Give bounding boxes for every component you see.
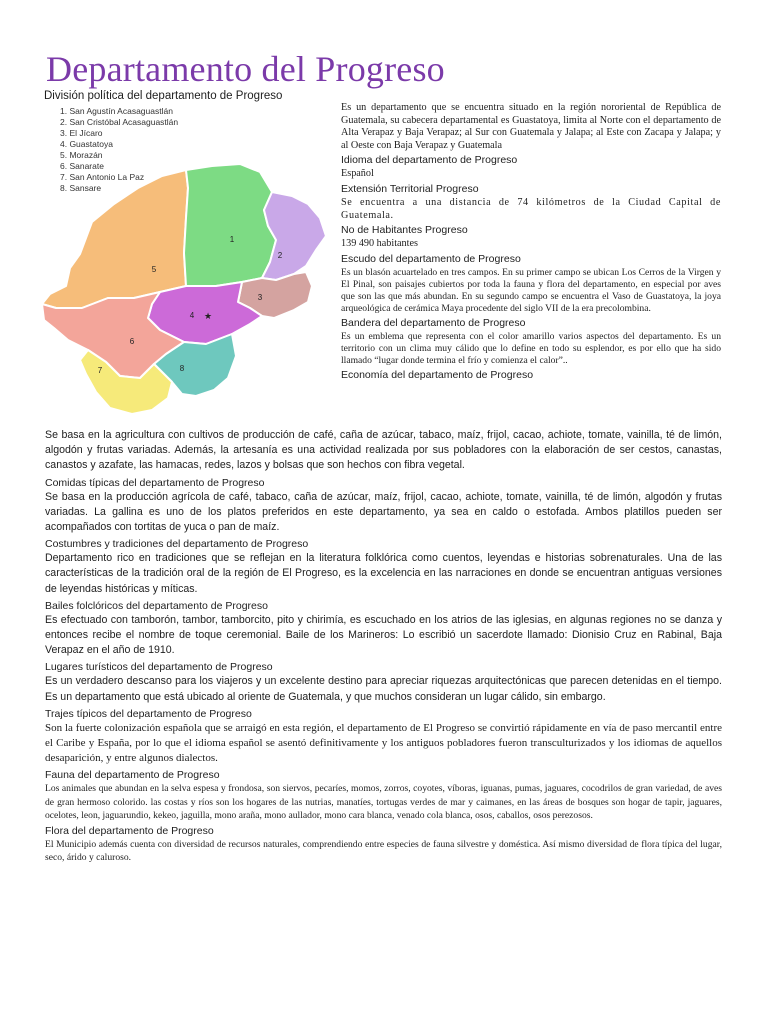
capital-star-icon: ★ (203, 311, 213, 321)
page-title: Departamento del Progreso (46, 49, 445, 89)
region-morazan (42, 170, 188, 308)
idioma-text: Español (341, 168, 374, 180)
extension-heading: Extensión Territorial Progreso (341, 182, 479, 195)
legend-item: 2. San Cristóbal Acasaguastlán (60, 117, 179, 127)
full-width-body (45, 428, 722, 866)
economia-heading: Economía del departamento de Progreso (341, 368, 534, 381)
legend-item: 1. San Agustín Acasaguastlán (60, 106, 173, 116)
legend-item: 6. Sanarate (60, 161, 104, 171)
department-map (36, 158, 332, 418)
bailes-heading: Bailes folclóricos del departamento de Progreso (45, 599, 268, 612)
region-label: 5 (151, 265, 157, 274)
legend-item: 3. El Jícaro (60, 128, 103, 138)
region-label: 4 (189, 311, 195, 320)
escudo-heading: Escudo del departamento de Progreso (341, 252, 521, 265)
lugares-text: Es un verdadero descanso para los viajeros y un excelente destino para apreciar riquezas arquitectónicas que parecen detenidas en el tiempo. Es un departamento que está ubicado al oriente de Guatemala, y que muchos consideran un lugar cálido, sin embargo. (45, 675, 722, 703)
habitantes-text: 139 490 habitantes (341, 238, 418, 250)
flora-text: El Municipio además cuenta con diversidad de recursos naturales, comprendiendo entre especies de fauna silvestre y doméstica. Así mismo diversidad de flora típica del lugar, seco, árido y caluroso. (45, 839, 722, 864)
fauna-heading: Fauna del departamento de Progreso (45, 769, 220, 782)
bandera-heading: Bandera del departamento de Progreso (341, 316, 526, 329)
intro-text: Es un departamento que se encuentra situado en la región nororiental de República de Guatemala, su cabecera departamental es Guastatoya, limita al Norte con el departamento de Alta Verapaz y Baja Verapaz; al Sur con Guatemala y Jalapa; al Este con Zacapa y Jalapa; y al Oeste con Baja Verapaz y Guatemala (341, 102, 721, 151)
economia-text: Se basa en la agricultura con cultivos de producción de café, caña de azúcar, tabaco, maíz, frijol, cacao, achiote, tomate, vainilla, té de limón, algodón y frutas variadas. Además, la artesanía es una actividad realizada por sus pobladores con la elaboración de ser cestos, canastas, canastos y azafate, las hamacas, redes, lazos y bolsas que son hechos con fibra vegetal. (45, 429, 722, 472)
escudo-text: Es un blasón acuartelado en tres campos. En su primer campo se ubican Los Cerros de la Virgen y El Pinal, son paisajes cubiertos por toda la fauna y flora del departamento, en especial por aves que son las que más abundan. En su segundo campo se encuentra el Vaso de Guastatoya, la joya arqueológica de cerámica Maya procedente del siglo VII de la era precolombina. (341, 266, 721, 314)
lugares-heading: Lugares turísticos del departamento de Progreso (45, 661, 273, 674)
region-san-agustin (184, 164, 276, 286)
fauna-text: Los animales que abundan en la selva espesa y frondosa, son siervos, pecaríes, momos, zorros, coyotes, víboras, iguanas, pumas, jaguares, cocodrilos de gran variedad, de aves de gran hermoso colorido. las costas y ríos son los hogares de las nutrias, manatíes, tortugas verdes de mar y caimanes, en las áreas de bosques son hogar de tapir, jaguares, ocelotes, leon, jaguarundio, kekeo, jaguilla, mono araña, mono aullador, mono cara blanca, venado cola blanca, osos, caballos, osos perezosos. (45, 783, 722, 821)
legend-item: 4. Guastatoya (60, 139, 113, 149)
region-label: 2 (277, 251, 283, 260)
region-label: 8 (179, 364, 185, 373)
map-caption: División política del departamento de Progreso (44, 90, 283, 102)
idioma-heading: Idioma del departamento de Progreso (341, 154, 518, 167)
legend-item: 8. Sansare (60, 183, 102, 193)
extension-text: Se encuentra a una distancia de 74 kilómetros de la Ciudad Capital de Guatemala. (341, 196, 721, 221)
legend-item: 7. San Antonio La Paz (60, 172, 145, 182)
bandera-text: Es un emblema que representa con el color amarillo varios aspectos del departamento. Es un territorio con un clima muy cálido que lo define en todo su esplendor, es por ello que ha sido llamado “lugar donde termina el frío y comienza el calor”.. (341, 330, 721, 366)
region-label: 1 (229, 235, 235, 244)
comidas-heading: Comidas típicas del departamento de Progreso (45, 476, 265, 489)
legend-item: 5. Morazán (60, 150, 103, 160)
comidas-text: Se basa en la producción agrícola de café, tabaco, caña de azúcar, maíz, frijol, cacao, achiote, tomate, vainilla, té de limón, algodón y frutas variadas. La gallina es uno de los platos preferidos en este departamento, ya sea en caldo o estofada. Ambos platillos pueden ser acompañados con tortitas de yuca o pan de maíz. (45, 490, 722, 534)
right-column (341, 102, 721, 383)
region-label: 7 (97, 366, 103, 375)
flora-heading: Flora del departamento de Progreso (45, 825, 214, 838)
habitantes-heading: No de Habitantes Progreso (341, 224, 468, 237)
region-label: 6 (129, 337, 135, 346)
trajes-heading: Trajes típicos del departamento de Progreso (45, 707, 252, 720)
costumbres-heading: Costumbres y tradiciones del departamento de Progreso (45, 538, 309, 551)
costumbres-text: Departamento rico en tradiciones que se reflejan en la literatura folklórica como cuentos, leyendas e historias sobrenaturales. Una de las características de la tradición oral de la región de El Progreso, es la excelencia en las narraciones en donde se encuentran antiguas versiones de leyendas históricas y míticas. (45, 552, 722, 595)
bailes-text: Es efectuado con tamborón, tambor, tamborcito, pito y chirimía, es escuchado en los atrios de las iglesias, en algunas regiones no se danza y entonces recibe el nombre de toque ceremonial. Baile de los Marineros: Lo escribió un sacerdote llamado: Dionisio Cruz en Rabinal, Baja Verapaz en el año de 1910. (45, 613, 722, 657)
region-label: 3 (257, 293, 263, 302)
trajes-text: Son la fuerte colonización española que se arraigó en esta región, el departamento de El Progreso se convirtió rápidamente en vía de paso mercantil entre el Caribe y España, por lo que el idioma español se asentó definitivamente y los antiguos pobladores fueron transculturizados y los idiomas de aquellos desaparición, y entre algunos dialectos. (45, 721, 722, 765)
